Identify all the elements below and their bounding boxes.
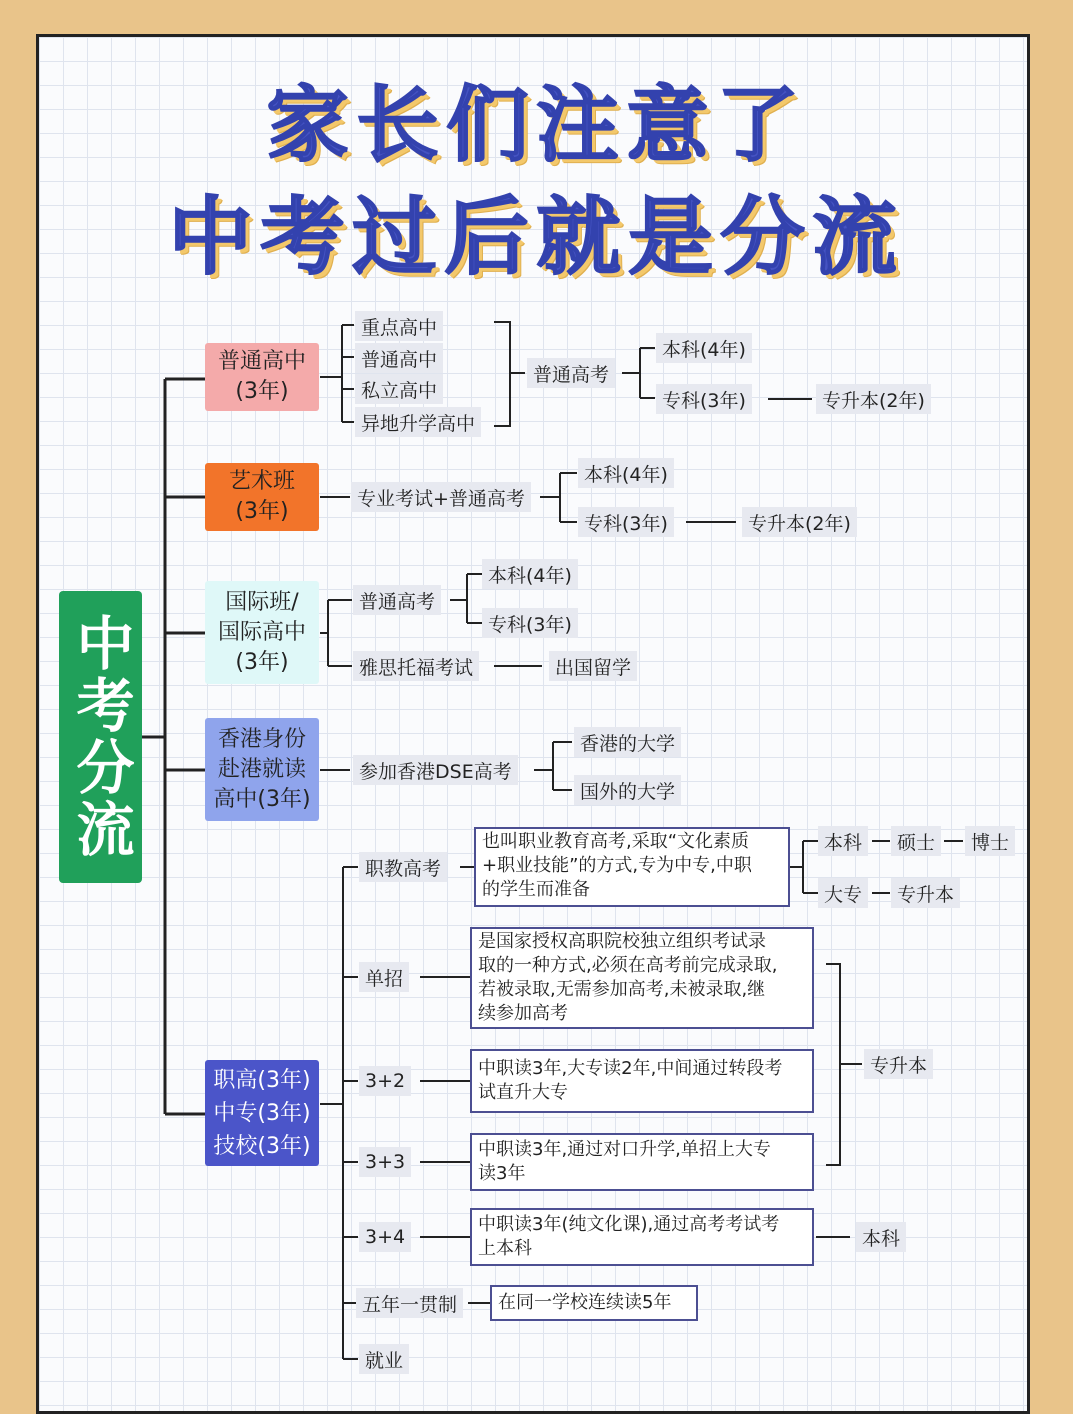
category-hongkong	[205, 718, 319, 821]
voc-path-label: 职教高考	[359, 852, 447, 882]
desc-line: 中职读3年,大专读2年,中间通过转段考	[478, 1058, 783, 1079]
desc-line: 若被录取,无需参加高考,未被录取,继	[478, 979, 766, 1000]
voc-bachelor: 本科	[818, 826, 868, 856]
art-college: 专科(3年)	[578, 507, 674, 537]
category-art-class	[205, 463, 319, 531]
art-exam: 专业考试+普通高考	[351, 482, 531, 512]
category-line: (3年)	[235, 499, 289, 524]
voc-desc-box	[470, 927, 814, 1029]
voc-desc-box	[470, 1133, 814, 1191]
voc-group-upgrade: 专升本	[864, 1049, 933, 1079]
general-upgrade: 专升本(2年)	[816, 384, 931, 414]
category-line: 国际班/	[225, 589, 299, 615]
voc-path-label: 3+2	[359, 1066, 411, 1096]
desc-line: 在同一学校连续读5年	[498, 1292, 672, 1313]
category-line: 国际高中	[217, 619, 306, 645]
intl-college: 专科(3年)	[482, 608, 578, 638]
voc-path-label: 3+3	[359, 1147, 411, 1177]
desc-line: 是国家授权高职院校独立组织考试录	[478, 931, 766, 952]
root-label: 中考分流	[66, 613, 135, 861]
desc-line: 读3年	[478, 1163, 526, 1184]
voc-desc-box	[490, 1285, 698, 1321]
art-bachelor: 本科(4年)	[578, 458, 674, 488]
school-key-high: 重点高中	[355, 311, 443, 341]
voc-desc-box	[470, 1208, 814, 1266]
category-line: 技校(3年)	[213, 1133, 311, 1159]
general-bachelor: 本科(4年)	[656, 333, 752, 363]
category-line: 艺术班	[228, 469, 295, 494]
category-vocational	[205, 1060, 319, 1166]
voc-path-label: 五年一贯制	[356, 1288, 463, 1318]
desc-line: 上本科	[478, 1238, 532, 1259]
category-line: 高中(3年)	[213, 786, 311, 812]
category-line: 赴港就读	[217, 756, 306, 782]
category-line: 香港身份	[217, 726, 306, 752]
category-line: 职高(3年)	[213, 1067, 311, 1093]
desc-line: 的学生而准备	[482, 879, 590, 900]
desc-line: 续参加高考	[478, 1003, 568, 1024]
general-college: 专科(3年)	[656, 384, 752, 414]
voc-34-bachelor: 本科	[856, 1222, 906, 1252]
hk-university: 香港的大学	[574, 727, 681, 757]
title-line-1: 家长们注意了	[266, 78, 807, 173]
foreign-university: 国外的大学	[574, 775, 681, 805]
intl-exam: 普通高考	[353, 585, 441, 615]
category-line: (3年)	[235, 649, 289, 675]
category-line: (3年)	[235, 379, 289, 404]
desc-line: +职业技能”的方式,专为中专,中职	[482, 855, 752, 876]
voc-master: 硕士	[891, 826, 941, 856]
hk-dse-exam: 参加香港DSE高考	[353, 755, 518, 785]
voc-path-label: 就业	[359, 1344, 409, 1374]
desc-line: 也叫职业教育高考,采取“文化素质	[482, 831, 750, 852]
category-general-high-school	[205, 343, 319, 411]
intl-study-abroad: 出国留学	[549, 651, 637, 681]
title-line-2: 中考过后就是分流	[168, 188, 905, 286]
category-line: 中专(3年)	[213, 1100, 311, 1126]
school-regular-high: 普通高中	[355, 343, 443, 373]
school-private-high: 私立高中	[355, 374, 443, 404]
voc-desc-box	[470, 1049, 814, 1113]
voc-path-label: 3+4	[359, 1222, 411, 1252]
desc-line: 中职读3年(纯文化课),通过高考考试考	[478, 1214, 780, 1235]
category-line: 普通高中	[217, 349, 306, 374]
voc-desc-box	[474, 827, 790, 907]
voc-doctor: 博士	[965, 826, 1015, 856]
art-upgrade: 专升本(2年)	[742, 507, 857, 537]
desc-line: 试直升大专	[478, 1082, 568, 1103]
intl-bachelor: 本科(4年)	[482, 559, 578, 589]
voc-junior-college: 大专	[818, 878, 868, 908]
intl-ielts-toefl: 雅思托福考试	[353, 651, 479, 681]
desc-line: 中职读3年,通过对口升学,单招上大专	[478, 1139, 771, 1160]
voc-upgrade: 专升本	[891, 878, 960, 908]
voc-path-label: 单招	[359, 962, 409, 992]
root-node	[59, 591, 142, 883]
category-international	[205, 581, 319, 684]
desc-line: 取的一种方式,必须在高考前完成录取,	[478, 955, 778, 976]
general-exam: 普通高考	[527, 358, 615, 388]
school-other-region-high: 异地升学高中	[355, 407, 481, 437]
